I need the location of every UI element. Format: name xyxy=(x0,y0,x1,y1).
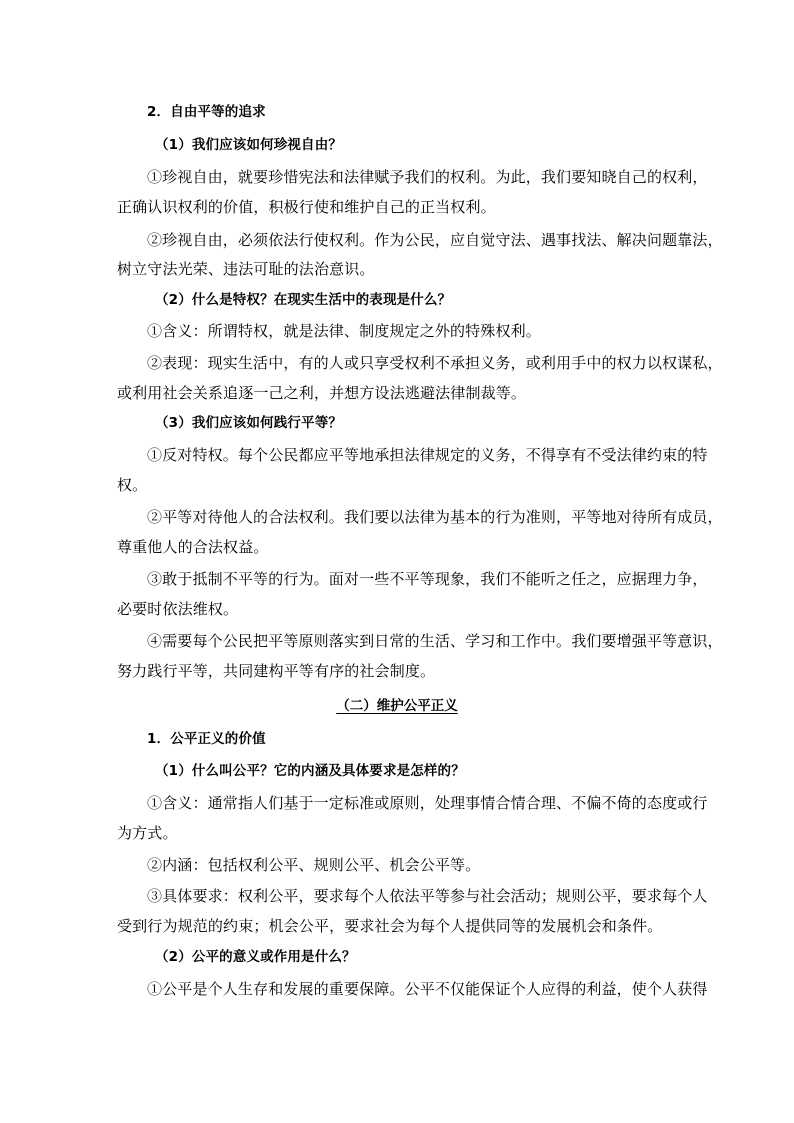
paragraph-line: 必要时依法维权。 xyxy=(117,600,239,618)
paragraph-line: ②平等对待他人的合法权利。我们要以法律为基本的行为准则，平等地对待所有成员， xyxy=(147,508,723,526)
paragraph-line: 尊重他人的合法权益。 xyxy=(117,538,269,556)
paragraph-line: ①公平是个人生存和发展的重要保障。公平不仅能保证个人应得的利益，使个人获得 xyxy=(147,980,708,998)
paragraph-line: 树立守法光荣、违法可耻的法治意识。 xyxy=(117,260,375,278)
paragraph-line: ①含义：所谓特权，就是法律、制度规定之外的特殊权利。 xyxy=(147,322,541,340)
paragraph-line: 为方式。 xyxy=(117,824,178,842)
paragraph-line: ②表现：现实生活中，有的人或只享受权利不承担义务，或利用手中的权力以权谋私， xyxy=(147,354,723,372)
section-heading: 2．自由平等的追求 xyxy=(147,104,266,120)
paragraph-line: 正确认识权利的价值，积极行使和维护自己的正当权利。 xyxy=(117,198,496,216)
paragraph-line: ③敢于抵制不平等的行为。面对一些不平等现象，我们不能听之任之，应据理力争， xyxy=(147,570,708,588)
paragraph-line: 受到行为规范的约束；机会公平，要求社会为每个人提供同等的发展机会和条件。 xyxy=(117,917,663,935)
paragraph-line: ④需要每个公民把平等原则落实到日常的生活、学习和工作中。我们要增强平等意识， xyxy=(147,632,723,650)
question-title: （1）什么叫公平？它的内涵及具体要求是怎样的？ xyxy=(155,763,465,779)
paragraph-line: ③具体要求：权利公平，要求每个人依法平等参与社会活动；规则公平，要求每个人 xyxy=(147,887,708,905)
question-title: （2）什么是特权？在现实生活中的表现是什么？ xyxy=(155,292,452,308)
question-title: （1）我们应该如何珍视自由？ xyxy=(155,137,342,153)
question-title: （3）我们应该如何践行平等？ xyxy=(155,415,342,431)
paragraph-line: ②内涵：包括权利公平、规则公平、机会公平等。 xyxy=(147,856,481,874)
paragraph-line: ①珍视自由，就要珍惜宪法和法律赋予我们的权利。为此，我们要知晓自己的权利， xyxy=(147,168,708,186)
question-title: （2）公平的意义或作用是什么？ xyxy=(155,949,356,965)
paragraph-line: ②珍视自由，必须依法行使权利。作为公民，应自觉守法、遇事找法、解决问题靠法， xyxy=(147,231,723,249)
part-title xyxy=(0,695,794,717)
part-title-text: （二）维护公平正义 xyxy=(336,698,458,714)
paragraph-line: 努力践行平等，共同建构平等有序的社会制度。 xyxy=(117,662,436,680)
section-heading: 1．公平正义的价值 xyxy=(147,731,266,747)
paragraph-line: ①含义：通常指人们基于一定标准或原则，处理事情合情合理、不偏不倚的态度或行 xyxy=(147,794,708,812)
paragraph-line: 权。 xyxy=(117,476,148,494)
paragraph-line: 或利用社会关系追逐一己之利，并想方设法逃避法律制裁等。 xyxy=(117,384,527,402)
paragraph-line: ①反对特权。每个公民都应平等地承担法律规定的义务，不得享有不受法律约束的特 xyxy=(147,446,708,464)
